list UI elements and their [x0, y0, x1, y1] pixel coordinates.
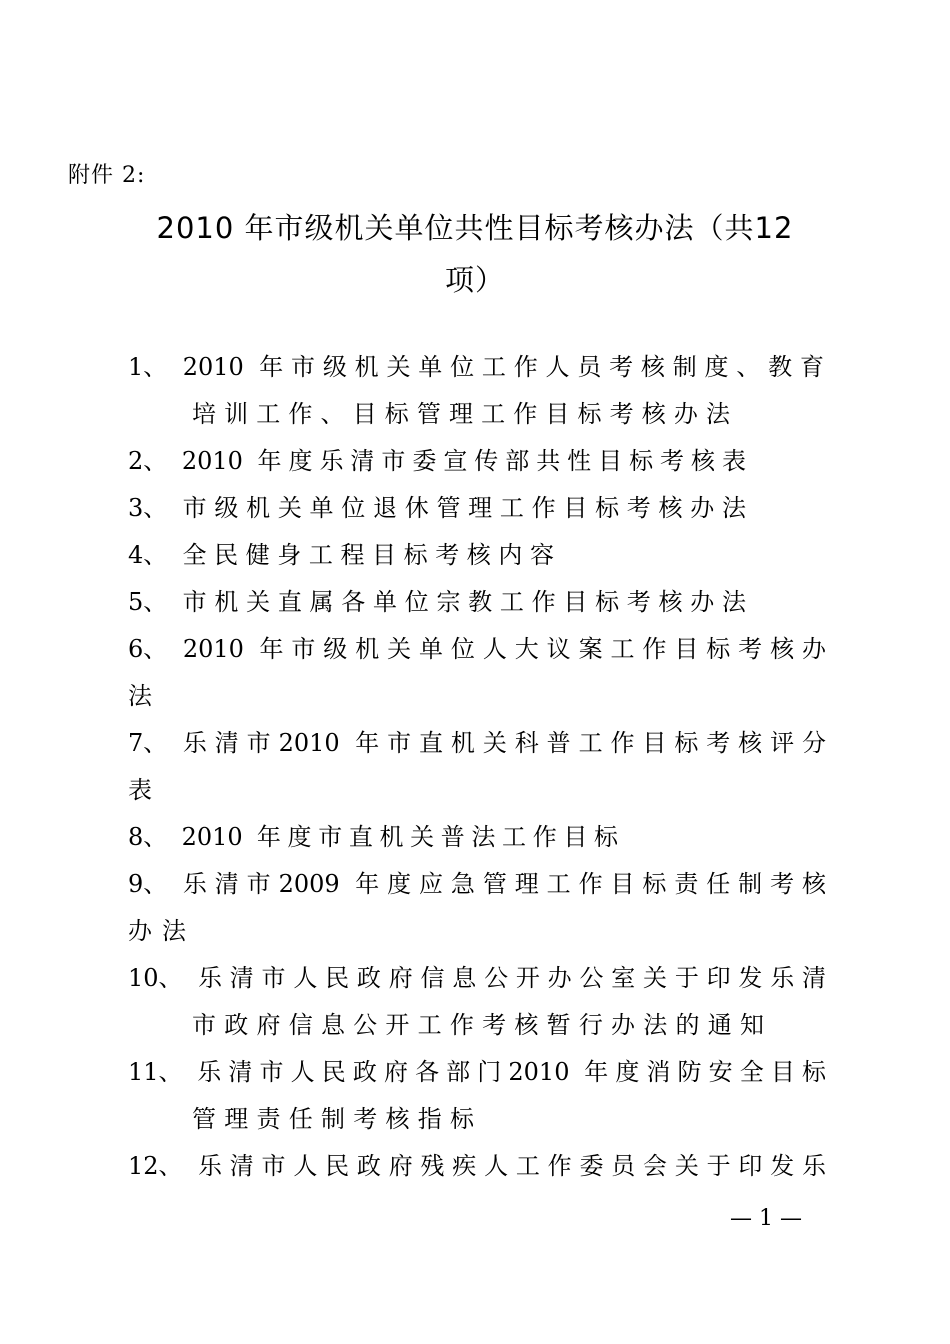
- list-item-number: 2、: [128, 447, 168, 475]
- list-item-text: 乐清市人民政府各部门2010 年度消防安全目标: [197, 1058, 826, 1086]
- list-item-continuation: 管理责任制考核指标: [192, 1105, 474, 1133]
- list-item-text: 市机关直属各单位宗教工作目标考核办法: [182, 588, 746, 616]
- list-item-text: 2010 年度乐清市委宣传部共性目标考核表: [181, 447, 746, 475]
- list-item-line: [128, 438, 746, 484]
- list-item-line: [128, 720, 826, 766]
- list-item-line: [128, 1049, 826, 1095]
- document-title-line1: 2010 年市级机关单位共性目标考核办法（共12: [156, 211, 794, 245]
- attachment-label: 附件 2:: [68, 163, 146, 188]
- list-item-line: [128, 344, 824, 390]
- list-item-text: 市级机关单位退休管理工作目标考核办法: [182, 494, 746, 522]
- list-item-line: [128, 626, 826, 672]
- list-item-number: 11、: [128, 1058, 183, 1086]
- page-number: — 1 —: [730, 1206, 802, 1231]
- list-item-number: 7、: [128, 729, 168, 757]
- list-item-continuation: 法: [128, 682, 152, 710]
- list-item-line: [128, 579, 746, 625]
- list-item-line: [128, 1143, 826, 1189]
- list-item-line: [128, 955, 826, 1001]
- list-item-number: 6、: [128, 635, 168, 663]
- list-item-text: 2010 年市级机关单位工作人员考核制度、教育: [182, 353, 824, 381]
- list-item-number: 5、: [128, 588, 168, 616]
- list-item-text: 2010 年市级机关单位人大议案工作目标考核办: [182, 635, 826, 663]
- list-item-text: 乐清市2010 年市直机关科普工作目标考核评分: [182, 729, 826, 757]
- list-item-text: 全民健身工程目标考核内容: [182, 541, 554, 569]
- list-item-line: [128, 814, 618, 860]
- list-item-number: 8、: [128, 823, 168, 851]
- list-item-continuation: 办法: [128, 917, 186, 945]
- list-item-text: 乐清市人民政府残疾人工作委员会关于印发乐: [197, 1152, 826, 1180]
- list-item-continuation: 培训工作、目标管理工作目标考核办法: [192, 400, 730, 428]
- list-item-number: 3、: [128, 494, 168, 522]
- list-item-number: 9、: [128, 870, 168, 898]
- list-item-text: 2010 年度市直机关普法工作目标: [181, 823, 618, 851]
- list-item-number: 10、: [128, 964, 183, 992]
- list-item-continuation: 表: [128, 776, 152, 804]
- document-title-line2: 项）: [444, 263, 505, 297]
- list-item-text: 乐清市2009 年度应急管理工作目标责任制考核: [182, 870, 826, 898]
- list-item-continuation: 市政府信息公开工作考核暂行办法的通知: [192, 1011, 764, 1039]
- list-item-number: 1、: [128, 353, 168, 381]
- list-item-line: [128, 532, 554, 578]
- list-item-number: 4、: [128, 541, 168, 569]
- list-item-line: [128, 861, 826, 907]
- list-item-line: [128, 485, 746, 531]
- list-item-text: 乐清市人民政府信息公开办公室关于印发乐清: [197, 964, 826, 992]
- list-item-number: 12、: [128, 1152, 183, 1180]
